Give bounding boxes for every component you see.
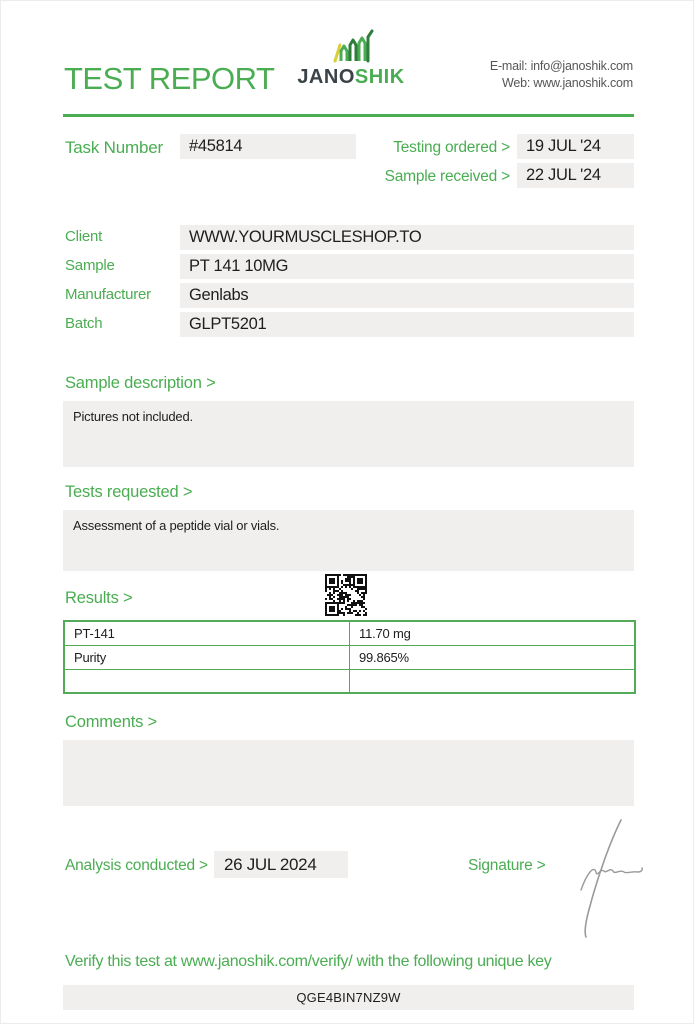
signature-scribble [557,816,652,941]
contact-web: Web: www.janoshik.com [501,76,633,90]
client-label: Client [65,228,103,245]
batch-value: GLPT5201 [180,312,634,337]
testing-ordered-date: 19 JUL '24 [517,134,634,159]
result-value [350,669,636,693]
table-row [64,669,635,693]
table-row [64,621,635,645]
tests-requested-text: Assessment of a peptide vial or vials. [63,510,634,571]
page-title: TEST REPORT [64,61,275,96]
tests-requested-label: Tests requested > [65,483,193,501]
logo-text-jano: JANO [297,66,355,88]
testing-ordered-label: Testing ordered > [393,139,510,156]
analysis-date: 26 JUL 2024 [214,851,348,878]
signature-label: Signature > [468,857,546,874]
manufacturer-label: Manufacturer [65,286,151,303]
logo-chart-icon [328,29,374,65]
janoshik-logo [295,29,407,89]
sample-label: Sample [65,257,115,274]
qr-code-icon [325,574,367,616]
sample-received-label: Sample received > [384,168,510,185]
task-number-value: #45814 [180,134,356,159]
results-label: Results > [65,589,133,607]
comments-text [63,740,634,806]
logo-text [295,66,407,89]
result-name [64,669,350,693]
contact-info [490,58,633,92]
client-value: WWW.YOURMUSCLESHOP.TO [180,225,634,250]
table-row [64,645,635,669]
verify-instruction: Verify this test at www.janoshik.com/verify/ with the following unique key [65,953,552,970]
manufacturer-value: Genlabs [180,283,634,308]
result-value: 11.70 mg [350,621,636,645]
result-name: Purity [64,645,350,669]
unique-key-value: QGE4BIN7NZ9W [63,985,634,1010]
comments-label: Comments > [65,713,157,731]
logo-text-shik: SHIK [354,66,405,88]
sample-description-text: Pictures not included. [63,401,634,467]
header-divider [63,114,634,117]
result-name: PT-141 [64,621,350,645]
contact-email: E-mail: info@janoshik.com [489,59,633,73]
task-number-label: Task Number [65,138,163,157]
batch-label: Batch [65,315,103,332]
results-table [63,620,636,694]
sample-value: PT 141 10MG [180,254,634,279]
sample-received-date: 22 JUL '24 [517,163,634,188]
analysis-conducted-label: Analysis conducted > [65,857,208,874]
result-value: 99.865% [350,645,636,669]
sample-description-label: Sample description > [65,374,216,392]
